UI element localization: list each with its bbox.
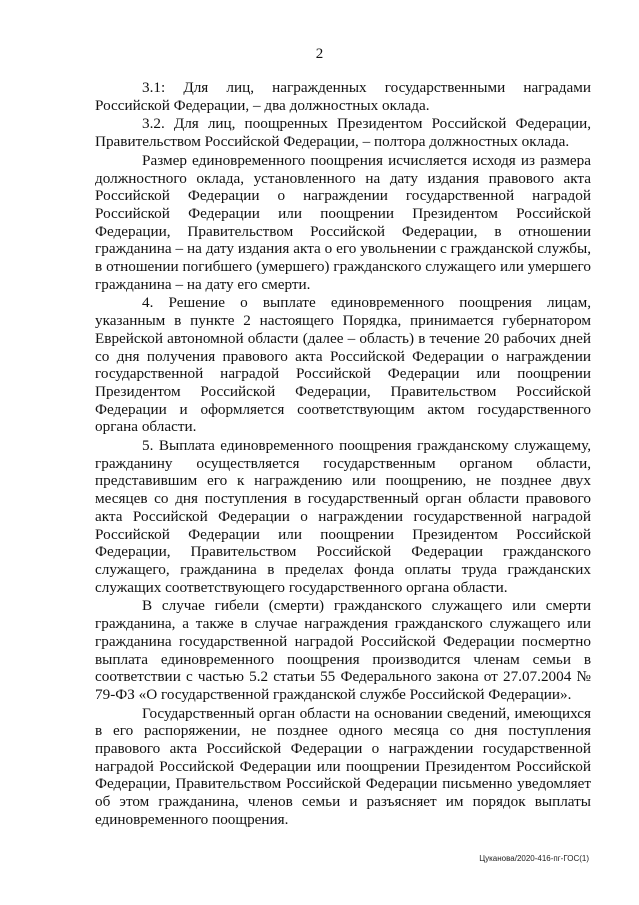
paragraph-4: 4. Решение о выплате единовременного поощрения лицам, указанным в пункте 2 настоящего Порядка, принимается губернатором Еврейской автономной области (далее – область) в течение 20 рабочих дней со дня получения правового акта Российской Федерации о награждении государственной наградой Российской Федерации или поощрении Президентом Российской Федерации, Правительством Российской Федерации и оформляется соответствующим актом государственного органа области. [95, 294, 591, 436]
document-code-footer: Цуканова/2020-416-пг-ГОС(1) [479, 854, 589, 863]
paragraph-death-case: В случае гибели (смерти) гражданского служащего или смерти гражданина, а также в случае награждения гражданского служащего или гражданина государственной наградой Российской Федерации посмертно выплата единовременного поощрения производится членам семьи в соответствии с частью 5.2 статьи 55 Федерального закона от 27.07.2004 № 79-ФЗ «О государственной гражданской службе Российской Федерации». [95, 597, 591, 703]
paragraph-bonus-amount: Размер единовременного поощрения исчисляется исходя из размера должностного оклада, установленного на дату издания правового акта Российской Федерации о награждении государственной наградой Российской Федерации или поощрении Президентом Российской Федерации, Правительством Российской Федерации, в отношении гражданина – на дату издания акта о его увольнении с гражданской службы, в отношении погибшего (умершего) гражданского служащего или умершего гражданина – на дату его смерти. [95, 151, 591, 293]
paragraph-5: 5. Выплата единовременного поощрения гражданскому служащему, гражданину осуществляется государственным органом области, представившим его к награждению или поощрению, не позднее двух месяцев со дня поступления в государственный орган области правового акта Российской Федерации о награждении государственной наградой Российской Федерации или поощрении Президентом Российской Федерации, Правительством Российской Федерации гражданского служащего, гражданина в пределах фонда оплаты труда гражданских служащих соответствующего государственного органа области. [95, 437, 591, 596]
paragraph-3-2: 3.2. Для лиц, поощренных Президентом Российской Федерации, Правительством Российской Федерации, – полтора должностных оклада. [95, 115, 591, 151]
document-body [95, 79, 591, 830]
page-number: 2 [315, 46, 324, 62]
paragraph-3-1: 3.1: Для лиц, награжденных государственными наградами Российской Федерации, – два должностных оклада. [95, 79, 591, 114]
paragraph-notification: Государственный орган области на основании сведений, имеющихся в его распоряжении, не позднее одного месяца со дня поступления правового акта Российской Федерации о награждении государственной наградой Российской Федерации или поощрении Президентом Российской Федерации, Правительством Российской Федерации письменно уведомляет об этом гражданина, членов семьи и разъясняет им порядок выплаты единовременного поощрения. [95, 704, 591, 828]
